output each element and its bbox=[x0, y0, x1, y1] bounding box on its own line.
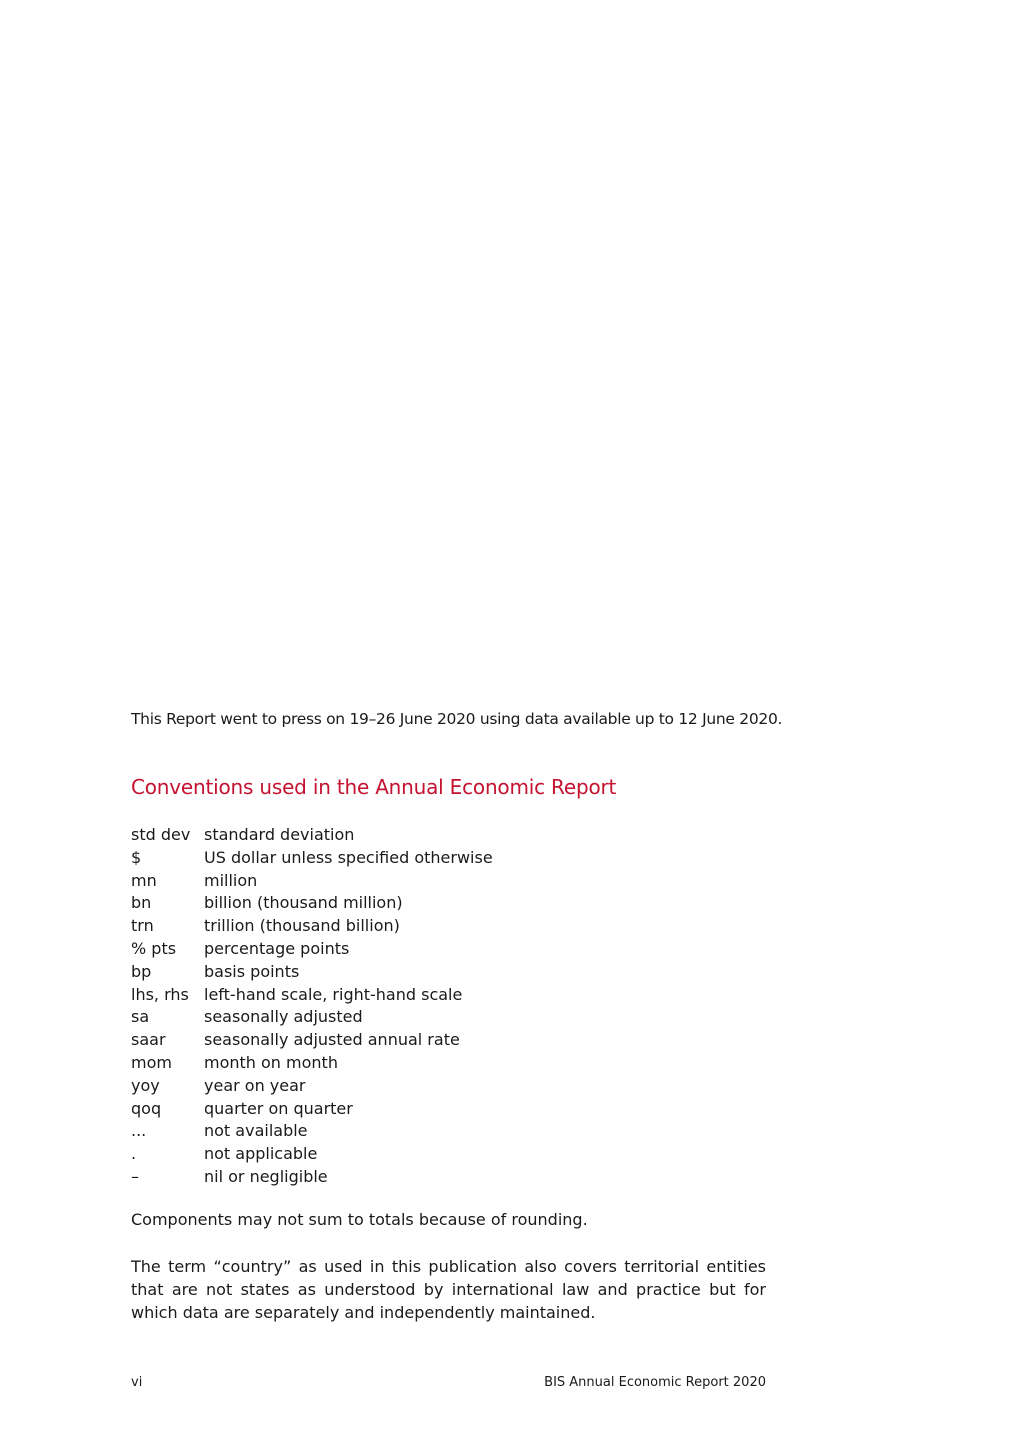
convention-abbr: % pts bbox=[131, 938, 177, 958]
convention-meaning: billion (thousand million) bbox=[204, 893, 403, 913]
convention-row bbox=[131, 892, 493, 915]
convention-meaning: year on year bbox=[204, 1075, 306, 1095]
convention-meaning: seasonally adjusted annual rate bbox=[204, 1030, 460, 1050]
rounding-note: Components may not sum to totals because of rounding. bbox=[131, 1210, 588, 1229]
convention-row bbox=[131, 1120, 493, 1143]
convention-abbr: saar bbox=[131, 1030, 166, 1050]
convention-abbr: ... bbox=[131, 1121, 147, 1141]
convention-meaning: seasonally adjusted bbox=[204, 1007, 363, 1027]
convention-row bbox=[131, 1029, 493, 1052]
convention-row bbox=[131, 1075, 493, 1098]
convention-abbr: mn bbox=[131, 870, 157, 890]
convention-abbr: bp bbox=[131, 961, 152, 981]
convention-abbr: std dev bbox=[131, 825, 191, 844]
convention-row bbox=[131, 938, 493, 961]
convention-abbr: trn bbox=[131, 916, 154, 936]
country-note: The term “country” as used in this publication also covers territorial entities that are not states as understood by international law and practice but for which data are separately and independently maintained. bbox=[131, 1257, 766, 1322]
conventions-heading: Conventions used in the Annual Economic Report bbox=[131, 775, 617, 799]
convention-meaning: quarter on quarter bbox=[204, 1098, 353, 1118]
convention-abbr: – bbox=[131, 1166, 139, 1186]
convention-abbr: yoy bbox=[131, 1075, 160, 1095]
conventions-list bbox=[131, 824, 493, 1189]
convention-abbr: qoq bbox=[131, 1098, 162, 1118]
convention-abbr: lhs, rhs bbox=[131, 984, 189, 1004]
convention-meaning: million bbox=[204, 870, 258, 890]
convention-row bbox=[131, 1166, 493, 1189]
press-note: This Report went to press on 19–26 June 2020 using data available up to 12 June 2020. bbox=[131, 710, 783, 728]
convention-meaning: not applicable bbox=[204, 1144, 318, 1164]
convention-meaning: standard deviation bbox=[204, 825, 355, 844]
convention-row bbox=[131, 1052, 493, 1075]
convention-row bbox=[131, 870, 493, 893]
convention-meaning: nil or negligible bbox=[204, 1166, 328, 1186]
convention-row bbox=[131, 961, 493, 984]
convention-row bbox=[131, 915, 493, 938]
convention-meaning: US dollar unless specified otherwise bbox=[204, 847, 493, 867]
convention-meaning: basis points bbox=[204, 961, 300, 981]
convention-meaning: left-hand scale, right-hand scale bbox=[204, 984, 463, 1004]
convention-row bbox=[131, 1098, 493, 1121]
convention-abbr: . bbox=[131, 1144, 137, 1164]
convention-abbr: mom bbox=[131, 1052, 172, 1072]
convention-abbr: bn bbox=[131, 893, 152, 913]
convention-meaning: month on month bbox=[204, 1052, 338, 1072]
convention-row bbox=[131, 824, 493, 847]
convention-meaning: percentage points bbox=[204, 938, 350, 958]
publication-title: BIS Annual Economic Report 2020 bbox=[544, 1375, 766, 1390]
convention-row bbox=[131, 984, 493, 1007]
convention-row bbox=[131, 1006, 493, 1029]
convention-meaning: not available bbox=[204, 1121, 308, 1141]
convention-abbr: $ bbox=[131, 847, 142, 867]
convention-row bbox=[131, 847, 493, 870]
convention-meaning: trillion (thousand billion) bbox=[204, 916, 400, 936]
page-number: vi bbox=[131, 1375, 143, 1390]
convention-row bbox=[131, 1143, 493, 1166]
convention-abbr: sa bbox=[131, 1007, 150, 1027]
